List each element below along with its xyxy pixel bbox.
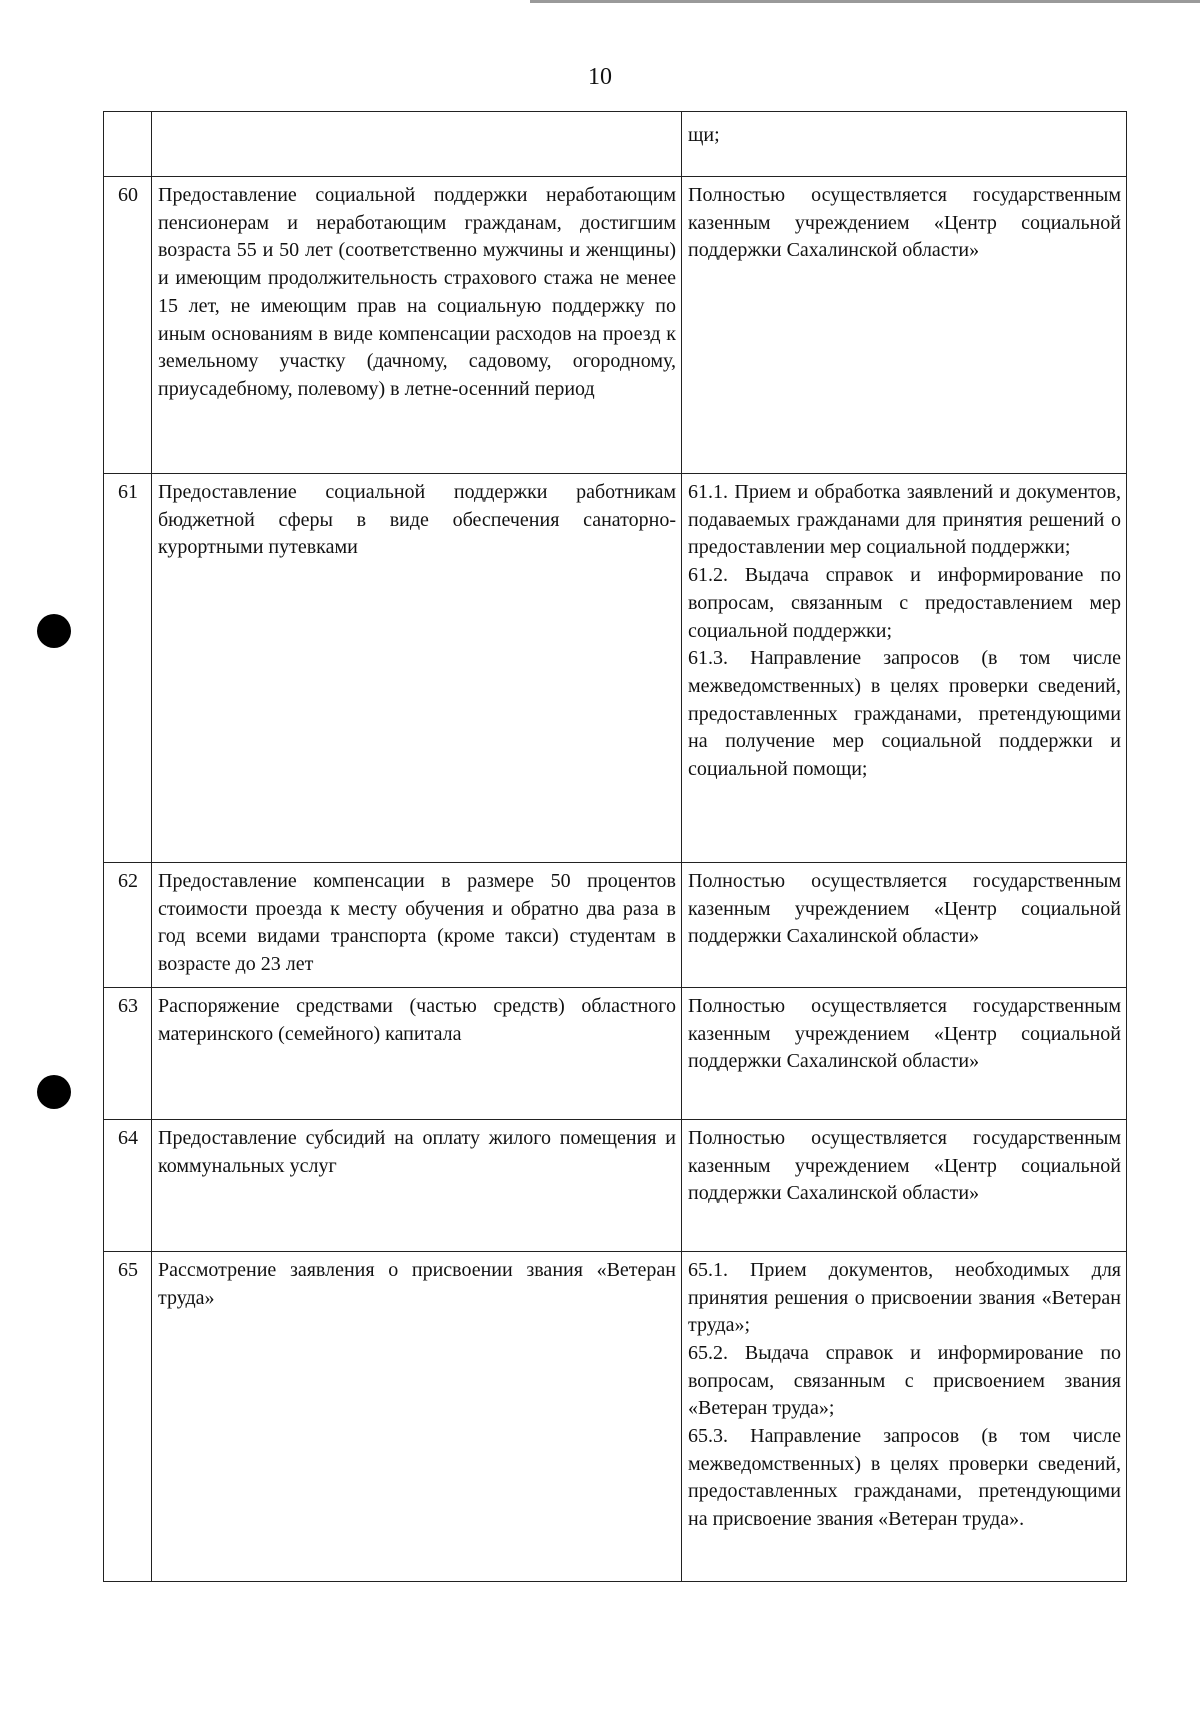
- table-row-61: [104, 474, 1127, 863]
- role-paragraph: Полностью осуществляется государственным казенным учреждением «Центр социальной поддержки Сахалинской области»: [688, 870, 1121, 948]
- role-cell: [682, 987, 1127, 1119]
- row-number: 65: [104, 1251, 152, 1581]
- role-paragraph: 65.1. Прием документов, необходимых для принятия решения о присвоении звания «Ветеран труда»;: [688, 1258, 1121, 1337]
- table-row-62: [104, 863, 1127, 988]
- table-row-continuation: [104, 112, 1127, 177]
- row-number: 62: [104, 863, 152, 988]
- service-cell: Рассмотрение заявления о присвоении звания «Ветеран труда»: [152, 1251, 682, 1581]
- service-cell: [152, 112, 682, 177]
- service-cell: Распоряжение средствами (частью средств) областного материнского (семейного) капитала: [152, 987, 682, 1119]
- role-cell: [682, 1119, 1127, 1251]
- table-row-65: [104, 1251, 1127, 1581]
- role-paragraph: Полностью осуществляется государственным казенным учреждением «Центр социальной поддержки Сахалинской области»: [688, 184, 1121, 262]
- service-cell: Предоставление социальной поддержки неработающим пенсионерам и неработающим гражданам, достигшим возраста 55 и 50 лет (соответственно мужчины и женщины) и имеющим продолжительность страхового стажа не менее 15 лет, не имеющим прав на социальную поддержку по иным основаниям в виде компенсации расходов на проезд к земельному участку (дачному, садовому, огородному, приусадебному, полевому) в летне-осенний период: [152, 177, 682, 474]
- role-paragraph: 61.1. Прием и обработка заявлений и документов, подаваемых гражданами для принятия решений о предоставлении мер социальной поддержки;: [688, 481, 1121, 559]
- punch-hole-upper: [37, 614, 71, 648]
- role-paragraph: 65.2. Выдача справок и информирование по вопросам, связанным с присвоением звания «Ветеран труда»;: [688, 1341, 1121, 1420]
- scan-edge-line: [530, 0, 1200, 3]
- role-paragraph: 65.3. Направление запросов (в том числе межведомственных) в целях проверки сведений, предоставленных гражданами, претендующими на присвоение звания «Ветеран труда».: [688, 1425, 1121, 1531]
- role-cell: [682, 177, 1127, 474]
- row-number: 63: [104, 987, 152, 1119]
- service-cell: Предоставление компенсации в размере 50 процентов стоимости проезда к месту обучения и обратно два раза в год всеми видами транспорта (кроме такси) студентам в возрасте до 23 лет: [152, 863, 682, 988]
- role-cell: [682, 474, 1127, 863]
- punch-hole-lower: [37, 1075, 71, 1109]
- role-paragraph: Полностью осуществляется государственным казенным учреждением «Центр социальной поддержки Сахалинской области»: [688, 994, 1121, 1073]
- role-cell: щи;: [682, 112, 1127, 177]
- row-number: 60: [104, 177, 152, 474]
- table-row-60: [104, 177, 1127, 474]
- page-number: 10: [588, 64, 612, 90]
- service-cell: Предоставление социальной поддержки работникам бюджетной сферы в виде обеспечения санаторно-курортными путевками: [152, 474, 682, 863]
- services-table: [103, 111, 1127, 1582]
- row-number: 64: [104, 1119, 152, 1251]
- service-cell: Предоставление субсидий на оплату жилого помещения и коммунальных услуг: [152, 1119, 682, 1251]
- table-row-64: [104, 1119, 1127, 1251]
- row-number: [104, 112, 152, 177]
- role-cell: [682, 1251, 1127, 1581]
- role-cell: [682, 863, 1127, 988]
- table-row-63: [104, 987, 1127, 1119]
- role-paragraph: 61.2. Выдача справок и информирование по вопросам, связанным с предоставлением мер социальной поддержки;: [688, 564, 1121, 642]
- role-paragraph: 61.3. Направление запросов (в том числе межведомственных) в целях проверки сведений, предоставленных гражданами, претендующими на получение мер социальной поддержки и социальной помощи;: [688, 647, 1121, 781]
- row-number: 61: [104, 474, 152, 863]
- role-paragraph: Полностью осуществляется государственным казенным учреждением «Центр социальной поддержки Сахалинской области»: [688, 1126, 1121, 1205]
